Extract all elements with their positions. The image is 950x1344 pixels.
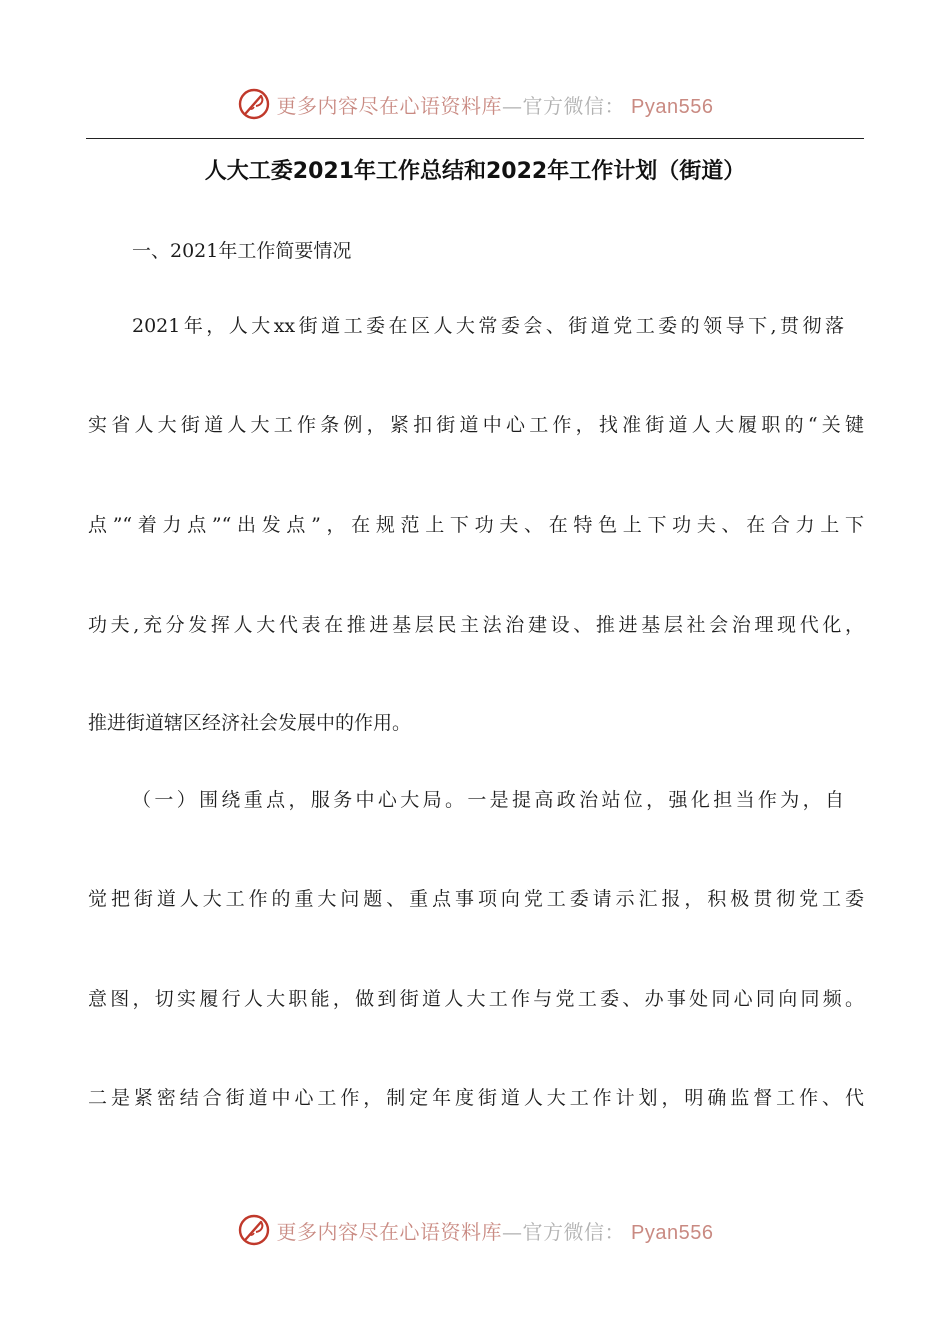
watermark-text: [277, 90, 714, 119]
paragraph-line: 推进街道辖区经济社会发展中的作用。: [88, 712, 412, 734]
watermark-brand: 更多内容尽在心语资料库: [276, 93, 503, 118]
paragraph-line: 觉把街道人大工作的重大问题、重点事项向党工委请示汇报，积极贯彻党工委: [88, 888, 864, 910]
paragraph-line: （一）围绕重点，服务中心大局。一是提高政治站位，强化担当作为，自: [132, 789, 844, 811]
paragraph-line: 功夫,充分发挥人大代表在推进基层民主法治建设、推进基层社会治理现代化，: [88, 614, 864, 636]
watermark-wechat-id: Pyan556: [631, 95, 714, 118]
document-title: 人大工委2021年工作总结和2022年工作计划（街道）: [204, 159, 746, 184]
watermark-separator: —: [502, 1219, 523, 1244]
watermark-label: 官方微信：: [522, 93, 626, 118]
paragraph-line: 2021年，人大xx街道工委在区人大常委会、街道党工委的领导下,贯彻落: [132, 315, 844, 337]
quill-logo-icon: [237, 1213, 271, 1247]
watermark-wechat-id: Pyan556: [631, 1221, 714, 1244]
paragraph-line: 意图，切实履行人大职能，做到街道人大工作与党工委、办事处同心同向同频。: [88, 988, 864, 1010]
watermark-brand: 更多内容尽在心语资料库: [276, 1219, 503, 1244]
header-divider: [86, 138, 864, 139]
watermark-text: [277, 1216, 714, 1245]
header-watermark: [0, 82, 950, 126]
watermark-label: 官方微信：: [522, 1219, 626, 1244]
paragraph-line: 点”“着力点”“出发点”，在规范上下功夫、在特色上下功夫、在合力上下: [88, 514, 864, 536]
paragraph-line: 实省人大街道人大工作条例，紧扣街道中心工作，找准街道人大履职的“关键: [88, 414, 864, 436]
quill-logo-icon: [237, 87, 271, 121]
footer-watermark: [0, 1208, 950, 1252]
paragraph-line: 二是紧密结合街道中心工作，制定年度街道人大工作计划，明确监督工作、代: [88, 1087, 864, 1109]
section-heading: 一、2021年工作简要情况: [132, 240, 352, 262]
watermark-separator: —: [502, 93, 523, 118]
